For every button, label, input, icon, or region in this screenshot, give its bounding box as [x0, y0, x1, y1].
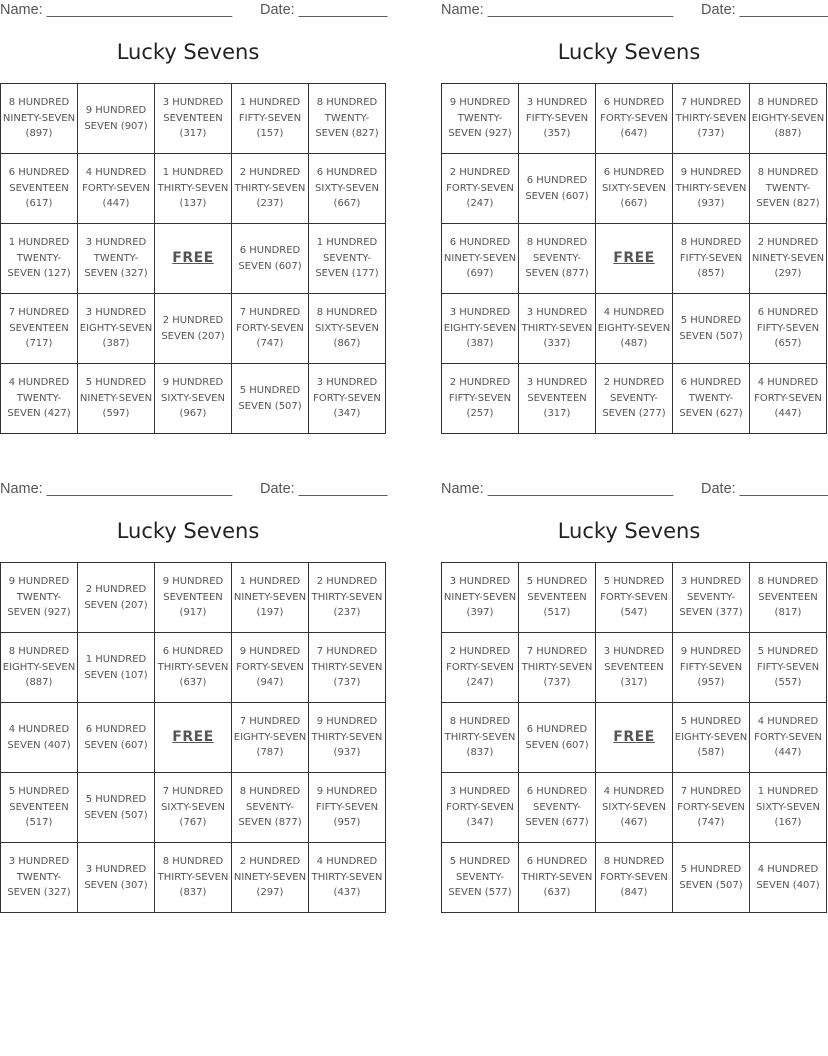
bingo-cell: 9 HUNDRED THIRTY-SEVEN (937)	[673, 154, 750, 224]
grid-row	[1, 154, 386, 224]
grid-row	[442, 364, 827, 434]
bingo-cell: 6 HUNDRED SIXTY-SEVEN (667)	[596, 154, 673, 224]
bingo-cell: 5 HUNDRED SEVENTEEN (517)	[519, 563, 596, 633]
free-space: FREE	[596, 224, 673, 294]
bingo-cell: 7 HUNDRED SIXTY-SEVEN (767)	[155, 773, 232, 843]
grid-row	[1, 843, 386, 913]
grid-row	[1, 294, 386, 364]
grid-row	[442, 773, 827, 843]
bingo-cell: 7 HUNDRED FORTY-SEVEN (747)	[673, 773, 750, 843]
bingo-cell: 7 HUNDRED THIRTY-SEVEN (737)	[309, 633, 386, 703]
bingo-cell: 6 HUNDRED NINETY-SEVEN (697)	[442, 224, 519, 294]
bingo-cell: 6 HUNDRED THIRTY-SEVEN (637)	[519, 843, 596, 913]
bingo-cell: 2 HUNDRED NINETY-SEVEN (297)	[232, 843, 309, 913]
grid-row	[442, 633, 827, 703]
bingo-cell: 9 HUNDRED SIXTY-SEVEN (967)	[155, 364, 232, 434]
bingo-cell: 3 HUNDRED FIFTY-SEVEN (357)	[519, 84, 596, 154]
name-field: Name: _______________________	[441, 2, 674, 18]
bingo-cell: 9 HUNDRED SEVEN (907)	[78, 84, 155, 154]
bingo-cell: 2 HUNDRED FIFTY-SEVEN (257)	[442, 364, 519, 434]
bingo-cell: 8 HUNDRED FIFTY-SEVEN (857)	[673, 224, 750, 294]
bingo-cell: 7 HUNDRED SEVENTEEN (717)	[1, 294, 78, 364]
bingo-cell: 6 HUNDRED SEVEN (607)	[519, 154, 596, 224]
bingo-cell: 9 HUNDRED SEVENTEEN (917)	[155, 563, 232, 633]
bingo-cell: 9 HUNDRED FIFTY-SEVEN (957)	[673, 633, 750, 703]
date-field: Date: ___________	[260, 2, 388, 18]
grid-row	[442, 294, 827, 364]
bingo-cell: 5 HUNDRED EIGHTY-SEVEN (587)	[673, 703, 750, 773]
bingo-cell: 9 HUNDRED FORTY-SEVEN (947)	[232, 633, 309, 703]
bingo-card	[0, 479, 388, 911]
bingo-cell: 6 HUNDRED SEVEN (607)	[232, 224, 309, 294]
bingo-cell: 8 HUNDRED SEVENTY-SEVEN (877)	[232, 773, 309, 843]
bingo-cell: 1 HUNDRED SIXTY-SEVEN (167)	[750, 773, 827, 843]
bingo-cell: 9 HUNDRED TWENTY-SEVEN (927)	[442, 84, 519, 154]
bingo-cell: 6 HUNDRED SEVEN (607)	[519, 703, 596, 773]
name-field: Name: _______________________	[441, 481, 674, 497]
bingo-cell: 8 HUNDRED THIRTY-SEVEN (837)	[155, 843, 232, 913]
bingo-cell: 2 HUNDRED THIRTY-SEVEN (237)	[232, 154, 309, 224]
bingo-cell: 6 HUNDRED SEVENTEEN (617)	[1, 154, 78, 224]
bingo-cell: 7 HUNDRED FORTY-SEVEN (747)	[232, 294, 309, 364]
bingo-cell: 8 HUNDRED EIGHTY-SEVEN (887)	[1, 633, 78, 703]
bingo-cell: 6 HUNDRED SEVEN (607)	[78, 703, 155, 773]
bingo-cell: 9 HUNDRED THIRTY-SEVEN (937)	[309, 703, 386, 773]
bingo-cell: 5 HUNDRED SEVEN (507)	[232, 364, 309, 434]
grid-row	[1, 633, 386, 703]
bingo-cell: 4 HUNDRED TWENTY-SEVEN (427)	[1, 364, 78, 434]
grid-row	[1, 364, 386, 434]
bingo-grid	[441, 562, 827, 913]
bingo-cell: 8 HUNDRED EIGHTY-SEVEN (887)	[750, 84, 827, 154]
bingo-grid	[0, 83, 386, 434]
bingo-cell: 8 HUNDRED TWENTY-SEVEN (827)	[750, 154, 827, 224]
bingo-cell: 4 HUNDRED SEVEN (407)	[1, 703, 78, 773]
card-header	[441, 479, 828, 501]
bingo-cell: 8 HUNDRED TWENTY-SEVEN (827)	[309, 84, 386, 154]
bingo-cell: 1 HUNDRED TWENTY-SEVEN (127)	[1, 224, 78, 294]
bingo-cell: 5 HUNDRED SEVEN (507)	[673, 843, 750, 913]
bingo-cell: 3 HUNDRED THIRTY-SEVEN (337)	[519, 294, 596, 364]
free-space: FREE	[155, 224, 232, 294]
bingo-cell: 2 HUNDRED SEVEN (207)	[155, 294, 232, 364]
bingo-card	[441, 479, 828, 911]
bingo-cell: 8 HUNDRED SEVENTEEN (817)	[750, 563, 827, 633]
bingo-cell: 6 HUNDRED TWENTY-SEVEN (627)	[673, 364, 750, 434]
bingo-cell: 3 HUNDRED TWENTY-SEVEN (327)	[1, 843, 78, 913]
bingo-cell: 4 HUNDRED SIXTY-SEVEN (467)	[596, 773, 673, 843]
bingo-cell: 4 HUNDRED FORTY-SEVEN (447)	[750, 703, 827, 773]
grid-row	[442, 84, 827, 154]
bingo-cell: 4 HUNDRED FORTY-SEVEN (447)	[750, 364, 827, 434]
bingo-cell: 2 HUNDRED FORTY-SEVEN (247)	[442, 154, 519, 224]
bingo-cell: 8 HUNDRED FORTY-SEVEN (847)	[596, 843, 673, 913]
bingo-cell: 3 HUNDRED SEVEN (307)	[78, 843, 155, 913]
bingo-cell: 3 HUNDRED FORTY-SEVEN (347)	[442, 773, 519, 843]
bingo-cell: 3 HUNDRED TWENTY-SEVEN (327)	[78, 224, 155, 294]
free-space: FREE	[596, 703, 673, 773]
bingo-cell: 5 HUNDRED FORTY-SEVEN (547)	[596, 563, 673, 633]
bingo-cell: 6 HUNDRED THIRTY-SEVEN (637)	[155, 633, 232, 703]
bingo-cell: 1 HUNDRED NINETY-SEVEN (197)	[232, 563, 309, 633]
grid-row	[442, 563, 827, 633]
bingo-cell: 8 HUNDRED THIRTY-SEVEN (837)	[442, 703, 519, 773]
bingo-cell: 4 HUNDRED EIGHTY-SEVEN (487)	[596, 294, 673, 364]
card-title: Lucky Sevens	[557, 519, 701, 543]
bingo-cell: 9 HUNDRED FIFTY-SEVEN (957)	[309, 773, 386, 843]
bingo-cell: 3 HUNDRED SEVENTEEN (317)	[155, 84, 232, 154]
date-field: Date: ___________	[260, 481, 388, 497]
bingo-cell: 3 HUNDRED EIGHTY-SEVEN (387)	[78, 294, 155, 364]
bingo-cell: 7 HUNDRED THIRTY-SEVEN (737)	[673, 84, 750, 154]
bingo-cell: 4 HUNDRED FORTY-SEVEN (447)	[78, 154, 155, 224]
date-field: Date: ___________	[701, 2, 828, 18]
bingo-card	[0, 0, 388, 432]
bingo-cell: 5 HUNDRED SEVENTEEN (517)	[1, 773, 78, 843]
bingo-cell: 2 HUNDRED SEVENTY-SEVEN (277)	[596, 364, 673, 434]
bingo-cell: 5 HUNDRED SEVENTY-SEVEN (577)	[442, 843, 519, 913]
bingo-cell: 2 HUNDRED FORTY-SEVEN (247)	[442, 633, 519, 703]
bingo-cell: 3 HUNDRED SEVENTEEN (317)	[596, 633, 673, 703]
bingo-cell: 2 HUNDRED SEVEN (207)	[78, 563, 155, 633]
bingo-cell: 7 HUNDRED THIRTY-SEVEN (737)	[519, 633, 596, 703]
bingo-cell: 4 HUNDRED THIRTY-SEVEN (437)	[309, 843, 386, 913]
bingo-cell: 4 HUNDRED SEVEN (407)	[750, 843, 827, 913]
bingo-cell: 5 HUNDRED SEVEN (507)	[78, 773, 155, 843]
bingo-cell: 8 HUNDRED SIXTY-SEVEN (867)	[309, 294, 386, 364]
bingo-cell: 3 HUNDRED EIGHTY-SEVEN (387)	[442, 294, 519, 364]
date-field: Date: ___________	[701, 481, 828, 497]
card-title: Lucky Sevens	[116, 40, 260, 64]
name-field: Name: _______________________	[0, 2, 233, 18]
bingo-cell: 6 HUNDRED FIFTY-SEVEN (657)	[750, 294, 827, 364]
bingo-cell: 2 HUNDRED NINETY-SEVEN (297)	[750, 224, 827, 294]
card-header	[0, 0, 388, 22]
bingo-cell: 6 HUNDRED SIXTY-SEVEN (667)	[309, 154, 386, 224]
card-title: Lucky Sevens	[557, 40, 701, 64]
bingo-cell: 8 HUNDRED NINETY-SEVEN (897)	[1, 84, 78, 154]
grid-row	[1, 563, 386, 633]
bingo-cell: 1 HUNDRED SEVEN (107)	[78, 633, 155, 703]
card-header	[441, 0, 828, 22]
bingo-cell: 6 HUNDRED FORTY-SEVEN (647)	[596, 84, 673, 154]
bingo-cell: 7 HUNDRED EIGHTY-SEVEN (787)	[232, 703, 309, 773]
bingo-cell: 5 HUNDRED SEVEN (507)	[673, 294, 750, 364]
grid-row	[1, 703, 386, 773]
grid-row	[442, 154, 827, 224]
bingo-cell: 2 HUNDRED THIRTY-SEVEN (237)	[309, 563, 386, 633]
card-header	[0, 479, 388, 501]
bingo-cell: 3 HUNDRED NINETY-SEVEN (397)	[442, 563, 519, 633]
bingo-grid	[441, 83, 827, 434]
bingo-cell: 3 HUNDRED SEVENTEEN (317)	[519, 364, 596, 434]
bingo-cell: 8 HUNDRED SEVENTY-SEVEN (877)	[519, 224, 596, 294]
bingo-cell: 5 HUNDRED FIFTY-SEVEN (557)	[750, 633, 827, 703]
bingo-cell: 9 HUNDRED TWENTY-SEVEN (927)	[1, 563, 78, 633]
grid-row	[1, 773, 386, 843]
grid-row	[1, 224, 386, 294]
card-title: Lucky Sevens	[116, 519, 260, 543]
grid-row	[1, 84, 386, 154]
bingo-cell: 1 HUNDRED SEVENTY-SEVEN (177)	[309, 224, 386, 294]
bingo-grid	[0, 562, 386, 913]
bingo-cell: 1 HUNDRED THIRTY-SEVEN (137)	[155, 154, 232, 224]
name-field: Name: _______________________	[0, 481, 233, 497]
bingo-card	[441, 0, 828, 432]
bingo-cell: 5 HUNDRED NINETY-SEVEN (597)	[78, 364, 155, 434]
bingo-cell: 1 HUNDRED FIFTY-SEVEN (157)	[232, 84, 309, 154]
grid-row	[442, 224, 827, 294]
grid-row	[442, 843, 827, 913]
grid-row	[442, 703, 827, 773]
bingo-cell: 3 HUNDRED SEVENTY-SEVEN (377)	[673, 563, 750, 633]
bingo-cell: 6 HUNDRED SEVENTY-SEVEN (677)	[519, 773, 596, 843]
free-space: FREE	[155, 703, 232, 773]
bingo-cell: 3 HUNDRED FORTY-SEVEN (347)	[309, 364, 386, 434]
